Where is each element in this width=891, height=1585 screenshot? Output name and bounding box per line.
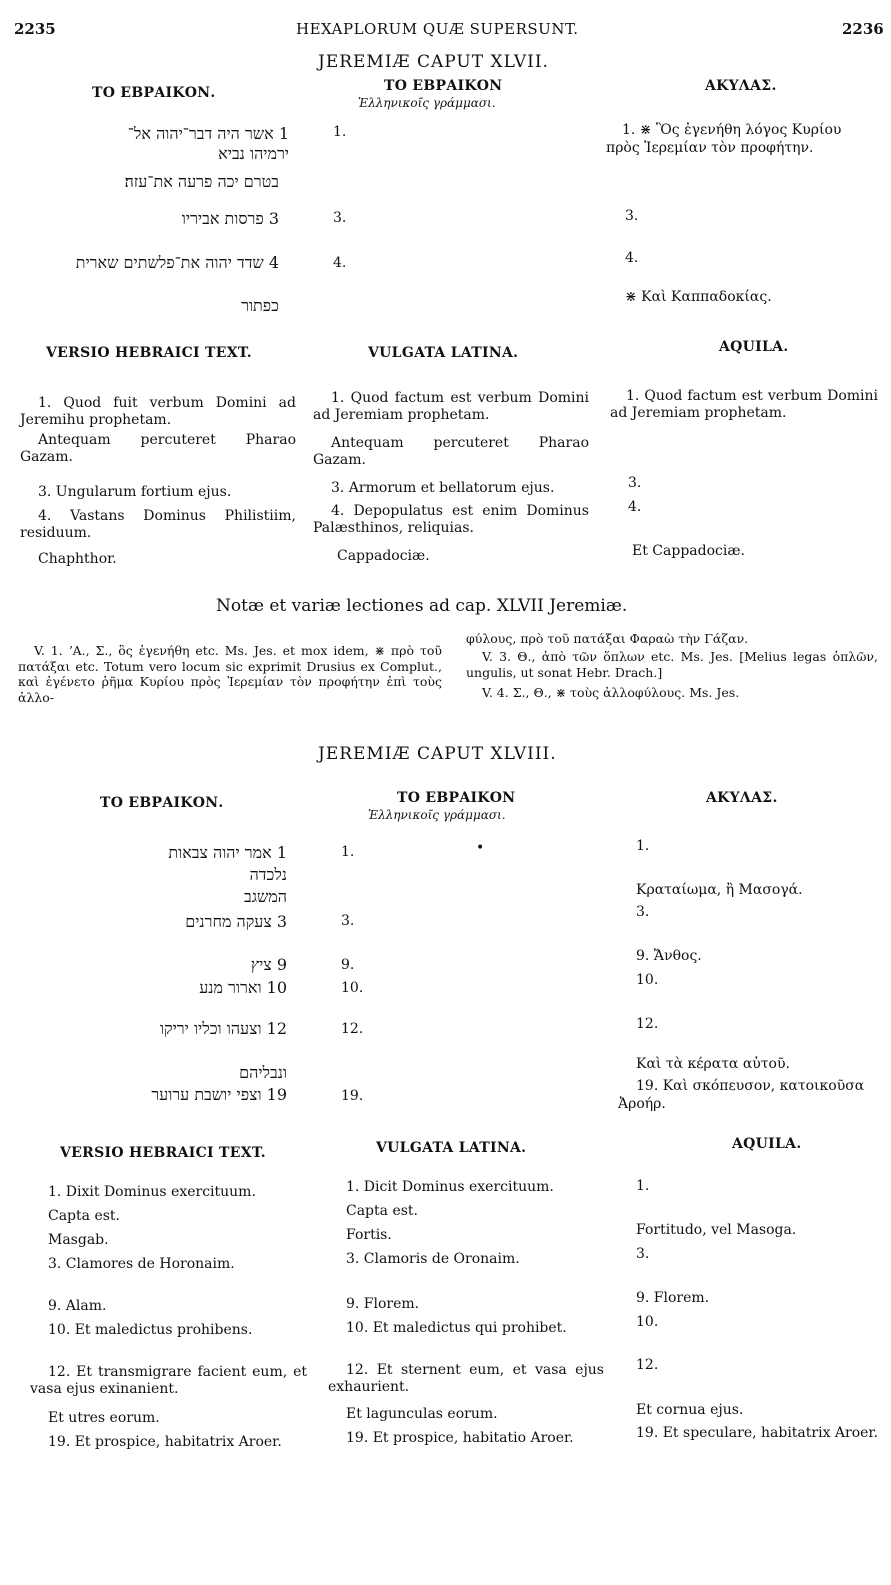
versio-line: Capta est.	[48, 1208, 120, 1224]
aquila-greek-line: πρὸς Ἰερεμίαν τὸν προφήτην.	[606, 140, 814, 156]
note-right-line: V. 3. Θ., ἀπὸ τῶν ὅπλων etc. Ms. Jes. [Melius legas ὁπλῶν, ungulis, ut sonat Hebr. Drach.]	[466, 649, 878, 680]
hebrew-line: ונבליהם	[239, 1063, 287, 1082]
versio-line: 1. Dixit Dominus exercituum.	[48, 1184, 256, 1200]
vulgata-line: Cappadociæ.	[337, 548, 430, 564]
column-subheading-greek-letters: Ἑλληνικοῖς γράμμασι.	[368, 808, 506, 822]
vulgata-line: 19. Et prospice, habitatio Aroer.	[346, 1430, 574, 1446]
versio-line: 10. Et maledictus prohibens.	[48, 1322, 253, 1338]
versio-line: Antequam percuteret Pharao Gazam.	[20, 432, 296, 465]
vulgata-line: 3. Armorum et bellatorum ejus.	[331, 480, 555, 496]
column-heading-aquila-greek: ΑΚΥΛΑΣ.	[705, 78, 777, 94]
aquila-latin-line: 3.	[636, 1246, 650, 1262]
aquila-latin-line: Et Cappadociæ.	[632, 543, 745, 559]
note-right-line: V. 4. Σ., Θ., ⋇ τοὺς ἀλλοφύλους. Ms. Jes.	[482, 685, 740, 700]
aquila-greek-line: 1. ⋇ Ὃς ἐγενήθη λόγος Κυρίου	[622, 122, 842, 138]
aquila-greek-line: Ἀροήρ.	[618, 1096, 666, 1112]
aquila-latin-line: 1. Quod factum est verbum Domini ad Jeremiam prophetam.	[610, 388, 878, 421]
versio-line: 19. Et prospice, habitatrix Aroer.	[48, 1434, 282, 1450]
aquila-greek-line: 4.	[625, 250, 639, 266]
column-heading-versio: VERSIO HEBRAICI TEXT.	[46, 345, 252, 361]
hebrew-line: 19 וצפי יושבת ערוער	[151, 1085, 287, 1104]
hebrew-line: 1 אמר יהוה צבאות	[168, 843, 287, 862]
vulgata-line: 12. Et sternent eum, et vasa ejus exhaurient.	[328, 1362, 604, 1395]
column-heading-hebrew-greek: ΤΟ ΕΒΡΑΙΚΟΝ	[397, 790, 516, 806]
versio-line: Et utres eorum.	[48, 1410, 160, 1426]
hebrew-line: 4 שדד יהוה את־פלשתים שארית	[75, 253, 279, 272]
aquila-greek-line: 19. Καὶ σκόπευσον, κατοικοῦσα	[636, 1078, 865, 1094]
versio-line: 4. Vastans Dominus Philistiim, residuum.	[20, 508, 296, 541]
vulgata-line: Capta est.	[346, 1203, 418, 1219]
hebrew-line: 12 וצעהו וכליו יריקו	[159, 1019, 287, 1038]
vulgata-line: Et lagunculas eorum.	[346, 1406, 498, 1422]
aquila-latin-line: 19. Et speculare, habitatrix Aroer.	[636, 1425, 879, 1441]
hebrew-line: 3 פרסות אביריו	[181, 209, 279, 228]
aquila-greek-line: 9. Ἄνθος.	[636, 948, 702, 964]
aquila-greek-line: Κραταίωμα, ἢ Μασογά.	[636, 882, 803, 898]
versio-line: 3. Ungularum fortium ejus.	[38, 484, 232, 500]
chapter-heading-xlvii: JEREMIÆ CAPUT XLVII.	[318, 52, 549, 72]
verse-number: 1.	[341, 844, 355, 860]
vulgata-line: Fortis.	[346, 1227, 392, 1243]
versio-line: 3. Clamores de Horonaim.	[48, 1256, 235, 1272]
vulgata-line: Antequam percuteret Pharao Gazam.	[313, 435, 589, 468]
page-number-right: 2236	[842, 20, 884, 38]
verse-number: 9.	[341, 957, 355, 973]
chapter-heading-xlviii: JEREMIÆ CAPUT XLVIII.	[318, 744, 557, 764]
aquila-greek-line: 12.	[636, 1016, 659, 1032]
note-left-text: V. 1. ʼΑ., Σ., ὃς ἐγενήθη etc. Ms. Jes. et mox idem, ⋇ πρὸ τοῦ πατάξαι etc. Totum vero locum sic exprimit Drusius ex Complut., καὶ ἐγένετο ῥῆμα Κυρίου πρὸς Ἰερεμίαν τὸν προφήτην ἐπὶ τοὺς ἀλλο-	[18, 643, 442, 705]
verse-number: 12.	[341, 1021, 364, 1037]
verse-number: 19.	[341, 1088, 364, 1104]
aquila-greek-line: 3.	[625, 208, 639, 224]
aquila-latin-line: 9. Florem.	[636, 1290, 710, 1306]
running-title: HEXAPLORUM QUÆ SUPERSUNT.	[296, 20, 579, 38]
column-heading-aquila-greek: ΑΚΥΛΑΣ.	[706, 790, 778, 806]
hebrew-line: 3 צעקה מחרנים	[185, 912, 287, 931]
versio-line: Masgab.	[48, 1232, 109, 1248]
column-heading-aquila: AQUILA.	[719, 339, 789, 355]
aquila-latin-line: Fortitudo, vel Masoga.	[636, 1222, 797, 1238]
column-subheading-greek-letters: Ἑλληνικοῖς γράμμασι.	[358, 96, 496, 110]
aquila-latin-line: Et cornua ejus.	[636, 1402, 744, 1418]
versio-line: 1. Quod fuit verbum Domini ad Jeremihu prophetam.	[20, 395, 296, 428]
aquila-latin-line: 1.	[636, 1178, 650, 1194]
aquila-greek-line: 3.	[636, 904, 650, 920]
vulgata-line: 9. Florem.	[346, 1296, 420, 1312]
vulgata-line: 3. Clamoris de Oronaim.	[346, 1251, 520, 1267]
hebrew-line: 9 ציץ	[250, 955, 287, 974]
aquila-greek-line: ⋇ Καὶ Καππαδοκίας.	[625, 289, 772, 305]
versio-line: 9. Alam.	[48, 1298, 107, 1314]
hebrew-line: 10 וארור מנע	[199, 978, 287, 997]
vulgata-line: 1. Dicit Dominus exercituum.	[346, 1179, 554, 1195]
hebrew-line: ירמיהו נביא	[218, 144, 289, 163]
column-heading-vulgata: VULGATA LATINA.	[376, 1140, 527, 1156]
column-heading-hebrew: ΤΟ ΕΒΡΑΙΚΟΝ.	[100, 795, 224, 811]
aquila-latin-line: 3.	[628, 475, 642, 491]
notes-heading: Notæ et variæ lectiones ad cap. XLVII Jeremiæ.	[216, 596, 628, 616]
verse-number: 3.	[341, 913, 355, 929]
verse-number: 10.	[341, 980, 364, 996]
aquila-greek-line: Καὶ τὰ κέρατα αὐτοῦ.	[636, 1056, 790, 1072]
aquila-latin-line: 12.	[636, 1357, 659, 1373]
hebrew-line: המשגב	[243, 887, 287, 906]
verse-number: 4.	[333, 255, 347, 271]
vulgata-line: 10. Et maledictus qui prohibet.	[346, 1320, 567, 1336]
vulgata-line: 4. Depopulatus est enim Dominus Palæsthinos, reliquias.	[313, 503, 589, 536]
vulgata-line: 1. Quod factum est verbum Domini ad Jeremiam prophetam.	[313, 390, 589, 423]
verse-number: 1.	[333, 124, 347, 140]
column-heading-hebrew: ΤΟ ΕΒΡΑΙΚΟΝ.	[92, 85, 216, 101]
column-heading-versio: VERSIO HEBRAICI TEXT.	[60, 1145, 266, 1161]
hebrew-line: כפתור	[241, 296, 279, 315]
hebrew-line: בטרם יכה פרעה את־עזה׃	[124, 172, 279, 191]
column-heading-hebrew-greek: ΤΟ ΕΒΡΑΙΚΟΝ	[384, 78, 503, 94]
aquila-latin-line: 10.	[636, 1314, 659, 1330]
versio-line: Chaphthor.	[38, 551, 117, 567]
aquila-latin-line: 4.	[628, 499, 642, 515]
column-heading-aquila: AQUILA.	[732, 1136, 802, 1152]
hebrew-line: 1 אשר היה דבר־יהוה אל־	[127, 124, 289, 143]
aquila-greek-line: 10.	[636, 972, 659, 988]
page-number-left: 2235	[14, 20, 56, 38]
hebrew-line: נלכדה	[249, 865, 287, 884]
verse-number: 3.	[333, 210, 347, 226]
column-heading-vulgata: VULGATA LATINA.	[368, 345, 519, 361]
note-right-line: φύλους, πρὸ τοῦ πατάξαι Φαραὼ τὴν Γάζαν.	[466, 631, 749, 646]
aquila-greek-line: 1.	[636, 838, 650, 854]
versio-line: 12. Et transmigrare facient eum, et vasa ejus exinanient.	[30, 1364, 307, 1397]
stray-dot: •	[476, 840, 485, 856]
